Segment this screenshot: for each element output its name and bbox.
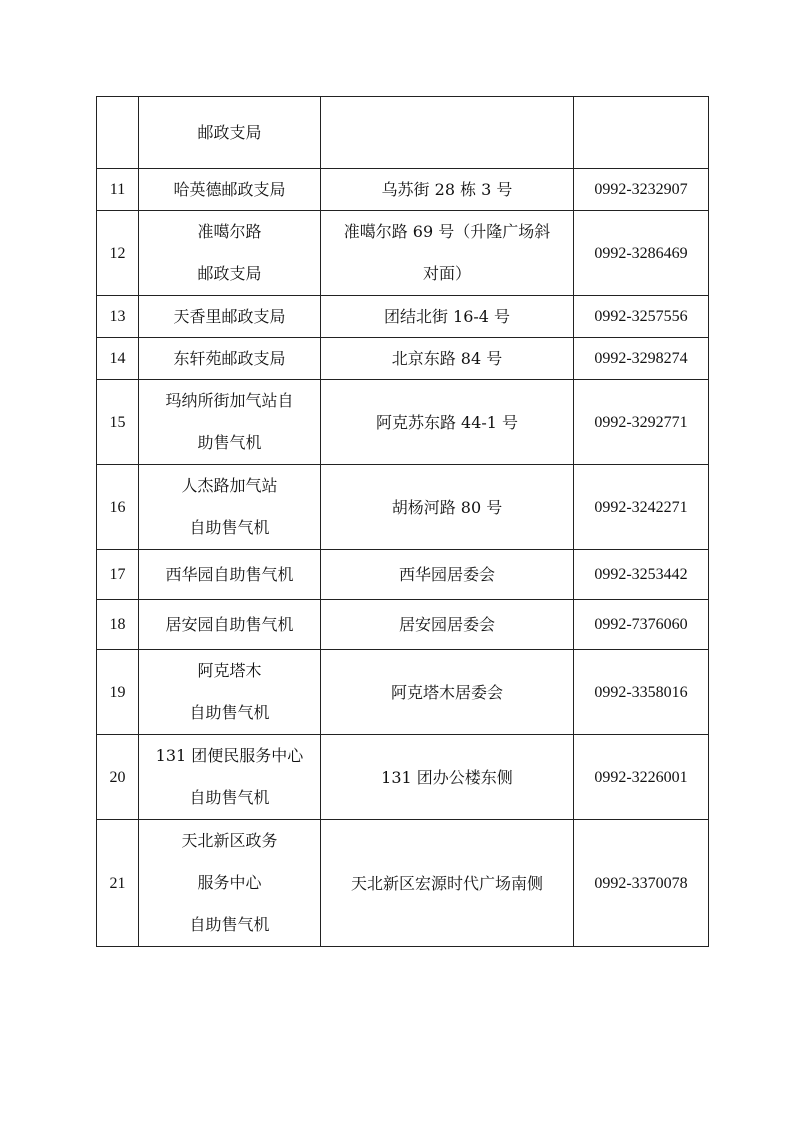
location-name-line: 哈英德邮政支局 [173, 180, 286, 199]
phone-number: 0992-3253442 [574, 550, 709, 600]
row-number [97, 97, 139, 169]
location-name-line: 人杰路加气站 [181, 476, 278, 495]
address-line: 对面） [422, 264, 471, 283]
phone-number: 0992-3226001 [574, 735, 709, 820]
row-number: 19 [97, 650, 139, 735]
address-line: 阿克苏东路 44-1 号 [375, 412, 519, 432]
table-body [97, 97, 709, 947]
address-cell [321, 735, 574, 820]
table-row [97, 650, 709, 735]
location-name-line: 131 团便民服务中心 [155, 746, 304, 765]
location-name-line: 自助售气机 [189, 703, 270, 722]
location-name-line: 阿克塔木 [197, 661, 262, 680]
table-row [97, 600, 709, 650]
phone-number [574, 97, 709, 169]
location-name-line: 准噶尔路 [197, 222, 262, 241]
table-row [97, 169, 709, 211]
row-number: 20 [97, 735, 139, 820]
table-row [97, 97, 709, 169]
location-name-cell [139, 169, 321, 211]
location-name-cell [139, 338, 321, 380]
address-cell [321, 296, 574, 338]
location-name-line: 东轩苑邮政支局 [173, 349, 286, 368]
phone-number: 0992-3232907 [574, 169, 709, 211]
phone-number: 0992-3257556 [574, 296, 709, 338]
phone-number: 0992-3292771 [574, 380, 709, 465]
phone-number: 0992-3358016 [574, 650, 709, 735]
location-name-line: 邮政支局 [197, 264, 262, 283]
address-line: 准噶尔路 69 号（升隆广场斜 [343, 222, 551, 241]
location-name-line: 服务中心 [197, 873, 262, 892]
address-cell [321, 650, 574, 735]
table-row [97, 465, 709, 550]
address-cell [321, 600, 574, 650]
row-number: 17 [97, 550, 139, 600]
location-name-line: 自助售气机 [189, 518, 270, 537]
address-cell [321, 97, 574, 169]
table-row [97, 735, 709, 820]
table-row [97, 296, 709, 338]
address-cell [321, 820, 574, 947]
table-row [97, 211, 709, 296]
location-name-cell [139, 735, 321, 820]
address-line: 阿克塔木居委会 [390, 682, 503, 702]
location-name-line: 自助售气机 [189, 788, 270, 807]
location-name-cell [139, 820, 321, 947]
table-row [97, 380, 709, 465]
row-number: 21 [97, 820, 139, 947]
location-name-line: 居安园自助售气机 [165, 615, 294, 634]
phone-number: 0992-7376060 [574, 600, 709, 650]
row-number: 14 [97, 338, 139, 380]
address-line: 团结北街 16-4 号 [383, 307, 511, 326]
table-row [97, 338, 709, 380]
location-name-line: 玛纳所街加气站自 [165, 391, 294, 410]
phone-number: 0992-3242271 [574, 465, 709, 550]
table-row [97, 550, 709, 600]
location-name-line: 助售气机 [197, 433, 262, 452]
address-line: 131 团办公楼东侧 [381, 767, 513, 787]
row-number: 16 [97, 465, 139, 550]
location-name-cell [139, 211, 321, 296]
address-cell [321, 550, 574, 600]
location-name-cell [139, 650, 321, 735]
location-name-cell [139, 465, 321, 550]
row-number: 11 [97, 169, 139, 211]
address-line: 北京东路 84 号 [391, 349, 503, 368]
address-cell [321, 169, 574, 211]
address-line: 天北新区宏源时代广场南侧 [350, 873, 543, 893]
table-row [97, 820, 709, 947]
row-number: 13 [97, 296, 139, 338]
location-name-cell [139, 296, 321, 338]
phone-number: 0992-3298274 [574, 338, 709, 380]
address-line: 胡杨河路 80 号 [391, 497, 503, 517]
row-number: 15 [97, 380, 139, 465]
address-line: 居安园居委会 [398, 615, 495, 634]
phone-number: 0992-3370078 [574, 820, 709, 947]
address-cell [321, 465, 574, 550]
location-name-cell [139, 600, 321, 650]
location-name-line: 天香里邮政支局 [173, 307, 286, 326]
address-line: 乌苏街 28 栋 3 号 [381, 180, 513, 199]
location-name-line: 天北新区政务 [181, 831, 278, 850]
location-name-line: 自助售气机 [189, 915, 270, 934]
location-name-cell [139, 97, 321, 169]
service-points-table [96, 96, 709, 947]
row-number: 18 [97, 600, 139, 650]
location-name-line: 邮政支局 [197, 123, 262, 142]
location-name-cell [139, 380, 321, 465]
address-cell [321, 380, 574, 465]
address-cell [321, 211, 574, 296]
address-cell [321, 338, 574, 380]
address-line: 西华园居委会 [398, 565, 495, 584]
row-number: 12 [97, 211, 139, 296]
location-name-line: 西华园自助售气机 [165, 565, 294, 584]
location-name-cell [139, 550, 321, 600]
phone-number: 0992-3286469 [574, 211, 709, 296]
